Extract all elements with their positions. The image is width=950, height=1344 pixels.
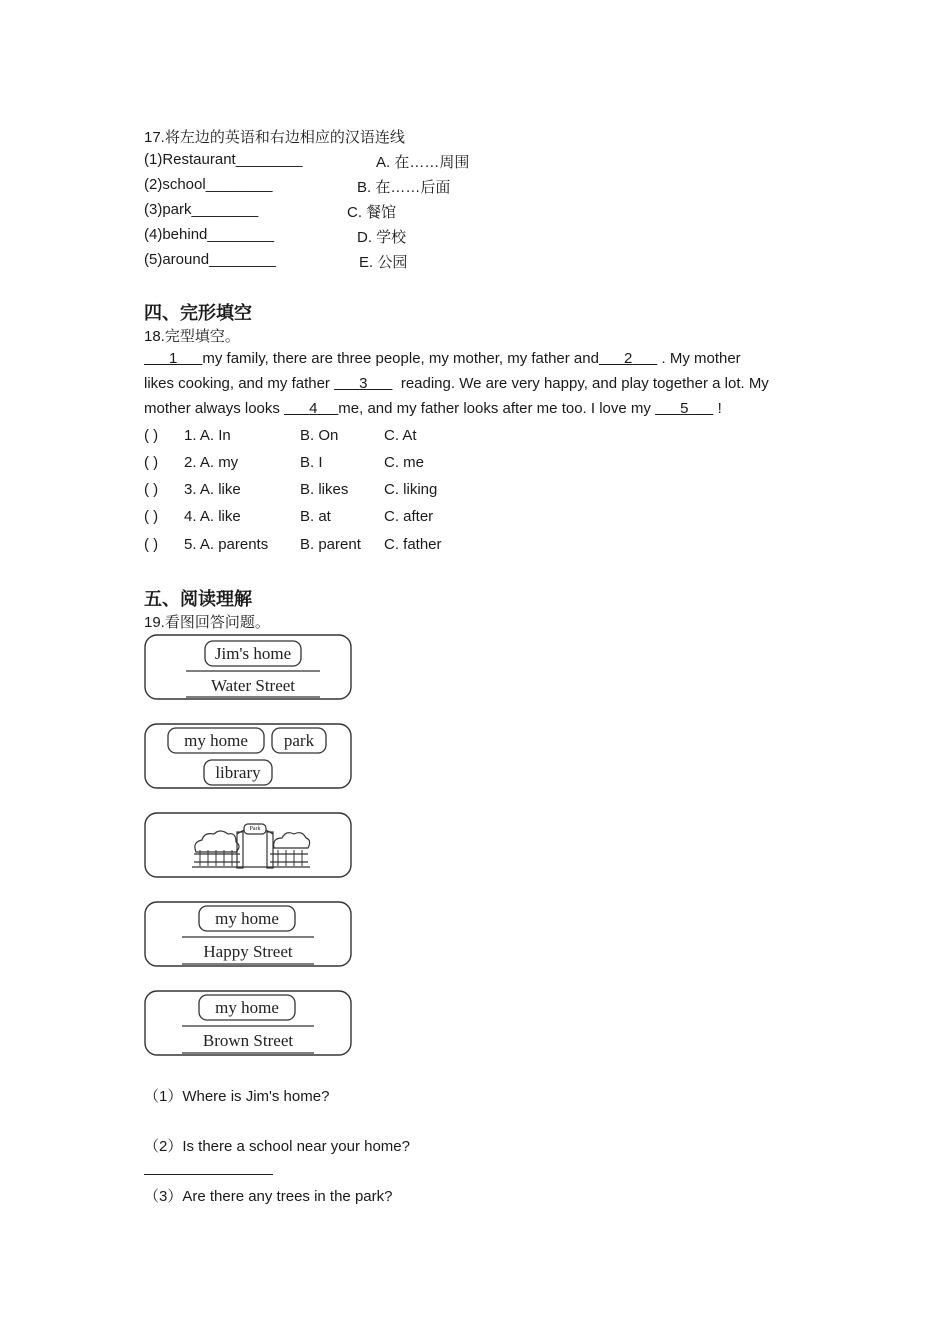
label-my-home: my home — [215, 909, 279, 928]
option-paren-5[interactable]: ( ) — [144, 536, 159, 553]
option-b-4: B. at — [300, 508, 331, 525]
picture-panel-brown-street — [144, 990, 352, 1056]
picture-panel-park-gate — [144, 812, 352, 878]
q18-title: 18.完型填空。 — [144, 328, 240, 345]
q17-left-1: (1)Restaurant________ — [144, 151, 303, 168]
label-park: park — [283, 731, 315, 750]
question-2: （2）Is there a school near your home? — [144, 1138, 410, 1155]
passage-line-2: likes cooking, and my father 3 reading. We are very happy, and play together a lot. My — [144, 375, 769, 392]
answer-line[interactable] — [144, 1174, 273, 1175]
option-paren-4[interactable]: ( ) — [144, 508, 159, 525]
blank-1: 1 — [169, 350, 178, 367]
q19-title: 19.看图回答问题。 — [144, 614, 270, 631]
label-library: library — [215, 763, 261, 782]
section5-heading: 五、阅读理解 — [144, 589, 252, 609]
blank-2: 2 — [623, 350, 633, 367]
passage-line-1: 1 my family, there are three people, my mother, my father and 2 . My mother — [144, 350, 741, 367]
question-3: （3）Are there any trees in the park? — [144, 1188, 393, 1205]
passage-line-3: mother always looks 4 me, and my father looks after me too. I love my 5 ! — [144, 400, 722, 417]
option-c-5: C. father — [384, 536, 442, 553]
q17-right-d: D. 学校 — [357, 229, 407, 246]
q17-left-5: (5)around________ — [144, 251, 276, 268]
park-gate-illustration — [144, 812, 352, 878]
label-my-home: my home — [184, 731, 248, 750]
option-c-3: C. liking — [384, 481, 438, 498]
park-sign: Park — [249, 826, 261, 832]
question-1: （1）Where is Jim's home? — [144, 1088, 330, 1105]
option-paren-1[interactable]: ( ) — [144, 427, 159, 444]
option-paren-2[interactable]: ( ) — [144, 454, 159, 471]
blank-3: 3 — [359, 375, 368, 392]
option-a-4: 4. A. like — [184, 508, 241, 525]
q17-right-c: C. 餐馆 — [347, 204, 397, 221]
label-jims-home: Jim's home — [214, 644, 292, 663]
option-b-5: B. parent — [300, 536, 361, 553]
option-a-2: 2. A. my — [184, 454, 239, 471]
blank-5: 5 — [680, 400, 689, 417]
option-a-1: 1. A. In — [184, 427, 231, 444]
picture-panel-jims-home — [144, 634, 352, 700]
option-b-3: B. likes — [300, 481, 349, 498]
picture-panel-happy-street — [144, 901, 352, 967]
q17-left-3: (3)park________ — [144, 201, 259, 218]
blank-4: 4 — [309, 400, 318, 417]
picture-panel-neighborhood — [144, 723, 352, 789]
option-b-2: B. I — [300, 454, 323, 471]
q17-right-e: E. 公园 — [359, 254, 408, 271]
option-c-1: C. At — [384, 427, 417, 444]
q17-left-4: (4)behind________ — [144, 226, 275, 243]
q17-title: 17.将左边的英语和右边相应的汉语连线 — [144, 129, 405, 146]
option-paren-3[interactable]: ( ) — [144, 481, 159, 498]
q17-right-a: A. 在……周围 — [376, 154, 470, 171]
section4-heading: 四、完形填空 — [144, 303, 252, 323]
option-a-5: 5. A. parents — [184, 536, 269, 553]
label-my-home: my home — [215, 998, 279, 1017]
option-c-2: C. me — [384, 454, 425, 471]
q17-right-b: B. 在……后面 — [357, 179, 451, 196]
label-brown-street: Brown Street — [202, 1031, 294, 1050]
q17-left-2: (2)school________ — [144, 176, 273, 193]
label-water-street: Water Street — [210, 676, 296, 695]
option-b-1: B. On — [300, 427, 339, 444]
option-c-4: C. after — [384, 508, 434, 525]
option-a-3: 3. A. like — [184, 481, 241, 498]
label-happy-street: Happy Street — [203, 942, 293, 961]
